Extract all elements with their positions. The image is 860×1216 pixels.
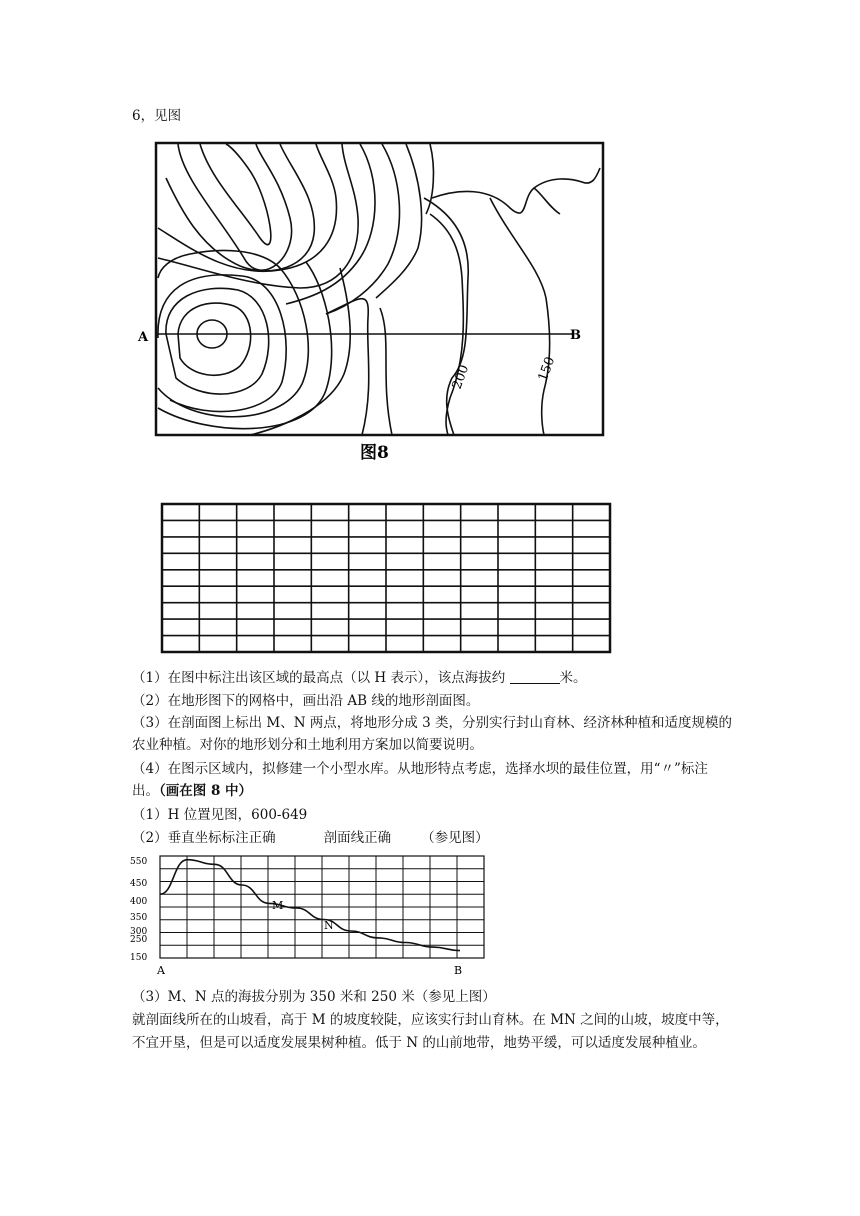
question-2: （2）在地形图下的网格中，画出沿 AB 线的地形剖面图。 (132, 693, 480, 709)
y-tick-label: 400 (130, 897, 148, 907)
question-1-text: （1）在图中标注出该区域的最高点（以 H 表示），该点海拔约 (132, 670, 510, 686)
answer-1: （1）H 位置见图，600-649 (132, 807, 308, 823)
y-tick-label: 250 (130, 935, 148, 945)
question-4-text: （4）在图示区域内，拟修建一个小型水库。从地形特点考虑，选择水坝的最佳位置，用“〃”标注出。 (132, 761, 708, 799)
answer-blank (510, 669, 560, 684)
contour-lines (158, 144, 600, 435)
contour-label-150: 150 (535, 354, 559, 384)
question-4 (132, 758, 732, 802)
question-4-note: （画在图 8 中） (159, 783, 253, 799)
point-n-label: N (324, 919, 334, 932)
question-3: （3）在剖面图上标出 M、N 两点，将地形分成 3 类，分别实行封山育林、经济林种植和适度规模的农业种植。对你的地形划分和土地利用方案加以简要说明。 (132, 715, 732, 753)
label-b: B (570, 328, 581, 343)
answer-2-part1: （2）垂直坐标标注正确 (132, 830, 276, 846)
profile-curve (160, 860, 460, 951)
answer-3-body: 就剖面线所在的山坡看，高于 M 的坡度较陡，应该实行封山育林。在 MN 之间的山坡，坡度中等，不宜开垦，但是可以适度发展果树种植。低于 N 的山前地带，地势平缓，可以适度发展种植业。 (132, 1012, 729, 1051)
point-m-label: M (272, 899, 284, 912)
map-caption: 图8 (360, 443, 389, 463)
profile-grid-blank (160, 502, 612, 656)
y-tick-label: 300 (130, 927, 148, 937)
answer-2-part3: （参见图） (421, 830, 489, 846)
question-1 (132, 668, 587, 688)
answer-3-line1: （3）M、N 点的海拔分别为 350 米和 250 米（参见上图） (132, 989, 496, 1005)
y-tick-label: 150 (130, 953, 148, 963)
answer-2-part2: 剖面线正确 (323, 830, 392, 846)
answer-2 (132, 828, 489, 848)
question-1-suffix: 米。 (559, 670, 587, 686)
y-tick-label: 450 (130, 879, 148, 889)
question-number: 6，见图 (132, 108, 182, 124)
contour-label-200: 200 (449, 362, 473, 392)
axis-label-b: B (454, 964, 463, 977)
axis-label-a: A (157, 964, 165, 977)
topographic-map (130, 138, 610, 468)
profile-chart (130, 850, 490, 978)
y-tick-label: 350 (130, 913, 148, 923)
y-tick-label: 550 (130, 857, 148, 867)
label-a: A (138, 330, 149, 345)
